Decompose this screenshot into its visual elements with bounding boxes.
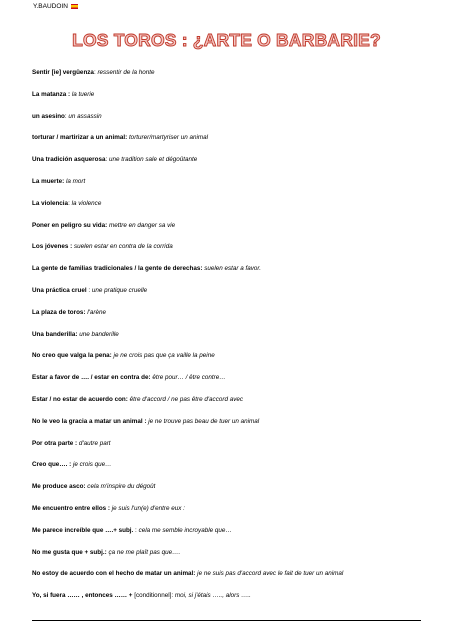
vocab-translation: mettre en danger sa vie <box>108 221 176 229</box>
vocab-term: un asesino <box>32 112 65 120</box>
vocab-translation: l'arène <box>87 308 107 316</box>
vocab-translation: je ne crois pas que ça vaille la peine <box>113 352 215 360</box>
vocab-term: Estar / no estar de acuerdo con: <box>32 395 128 403</box>
vocab-term: Yo, si fuera …… , entonces …… + <box>32 592 133 600</box>
vocab-translation: cela me semble incroyable que… <box>138 526 232 534</box>
vocab-translation: une tradition sale et dégoûtante <box>108 156 198 164</box>
vocab-translation: je suis l'un(e) d'entre eux : <box>111 504 185 512</box>
vocab-term: Por otra parte : <box>32 439 78 447</box>
vocab-translation: un assassin <box>68 112 102 120</box>
vocab-entry <box>32 461 433 483</box>
vocab-translation: la violence <box>71 199 102 207</box>
vocab-term: Sentir [ie] vergüenza <box>32 69 94 76</box>
vocab-term: La muerte: <box>32 177 65 185</box>
vocab-term: Una práctica cruel <box>32 286 87 294</box>
vocab-term: No creo que valga la pena: <box>32 352 112 360</box>
vocab-entry <box>32 331 433 353</box>
vocab-separator: : <box>68 199 72 207</box>
vocab-translation: être pour… / être contre… <box>152 374 226 382</box>
vocab-entry <box>32 156 433 178</box>
vocab-entry <box>32 374 433 396</box>
vocab-entry <box>32 352 433 374</box>
vocab-entry <box>32 396 433 418</box>
vocab-term: No estoy de acuerdo con el hecho de matar un animal: <box>32 570 196 578</box>
vocab-entry <box>32 113 433 135</box>
vocab-term: Los jóvenes : <box>32 243 73 251</box>
vocab-entry <box>32 505 433 527</box>
vocab-term: Creo que…. : <box>32 461 72 469</box>
vocab-entry <box>32 440 433 462</box>
vocab-separator: : <box>93 69 98 76</box>
vocab-entry <box>32 527 433 549</box>
vocab-translation: la tuerie <box>71 90 95 98</box>
vocab-entry <box>32 243 433 265</box>
vocab-term: No me gusta que + subj.: <box>32 548 107 556</box>
vocab-translation: d'autre part <box>78 439 111 447</box>
vocab-separator: [conditionnel]: <box>132 592 175 600</box>
vocab-separator: : <box>105 156 109 164</box>
vocab-entry <box>32 309 433 331</box>
vocab-entry <box>32 287 433 309</box>
vocab-separator: : <box>64 112 69 120</box>
author-name: Y.BAUDOIN <box>33 3 68 10</box>
vocab-term: La violencia <box>32 199 69 207</box>
vocab-term: Estar a favor de …. / estar en contra de: <box>32 374 151 382</box>
vocab-entry <box>32 418 433 440</box>
vocab-term: La matanza : <box>32 90 71 98</box>
vocab-translation: ressentir de la honte <box>97 69 155 76</box>
vocab-entry <box>32 178 433 200</box>
vocab-translation: suelen estar a favor. <box>204 265 262 273</box>
vocab-translation: ça ne me plaît pas que…. <box>108 548 181 556</box>
vocab-entry <box>32 134 433 156</box>
vocab-entry <box>32 91 433 113</box>
vocab-translation: je crois que… <box>72 461 112 469</box>
vocab-term: La plaza de toros: <box>32 308 86 316</box>
vocab-entry <box>32 570 433 592</box>
vocab-entry <box>32 200 433 222</box>
vocab-translation: suelen estar en contra de la corrida <box>74 243 173 251</box>
vocab-separator: : <box>133 526 139 534</box>
vocab-entry <box>32 549 433 571</box>
vocab-translation: une pratique cruelle <box>91 286 148 294</box>
vocab-term: Poner en peligro su vida: <box>32 221 108 229</box>
vocab-translation: être d'accord / ne pas être d'accord avec <box>129 395 244 403</box>
spain-flag-icon <box>71 4 78 9</box>
vocab-translation: moi, si j'étais ….., alors ….. <box>174 592 251 600</box>
vocab-translation: une banderille <box>79 330 119 338</box>
vocab-term: Una tradición asquerosa <box>32 156 106 164</box>
vocab-entry <box>32 222 433 244</box>
vocab-term: La gente de familias tradicionales / la gente de derechas: <box>32 265 203 273</box>
vocabulary-list <box>32 69 433 614</box>
vocab-entry <box>32 69 433 91</box>
vocab-translation: cela m'inspire du dégoût <box>87 483 156 491</box>
vocab-entry <box>32 592 433 614</box>
vocab-term: No le veo la gracia a matar un animal : <box>32 417 147 425</box>
vocab-translation: torturer/martyriser un animal <box>128 134 209 142</box>
page-title: LOS TOROS : ¿ARTE O BARBARIE? <box>72 30 381 50</box>
vocab-separator: : <box>86 286 92 294</box>
vocab-translation: je ne trouve pas beau de tuer un animal <box>148 417 260 425</box>
vocab-translation: je ne suis pas d'accord avec le fait de tuer un animal <box>197 570 344 578</box>
vocab-translation: la mort <box>65 177 86 185</box>
vocab-term: Me produce asco: <box>32 483 86 491</box>
page-header <box>33 3 78 10</box>
vocab-term: Me parece increíble que ….+ subj. <box>32 526 134 534</box>
footer-divider <box>32 620 421 621</box>
vocab-entry <box>32 483 433 505</box>
vocab-term: torturar / martirizar a un animal: <box>32 134 128 142</box>
vocab-term: Una banderilla: <box>32 330 78 338</box>
vocab-term: Me encuentro entre ellos : <box>32 504 111 512</box>
vocab-entry <box>32 265 433 287</box>
